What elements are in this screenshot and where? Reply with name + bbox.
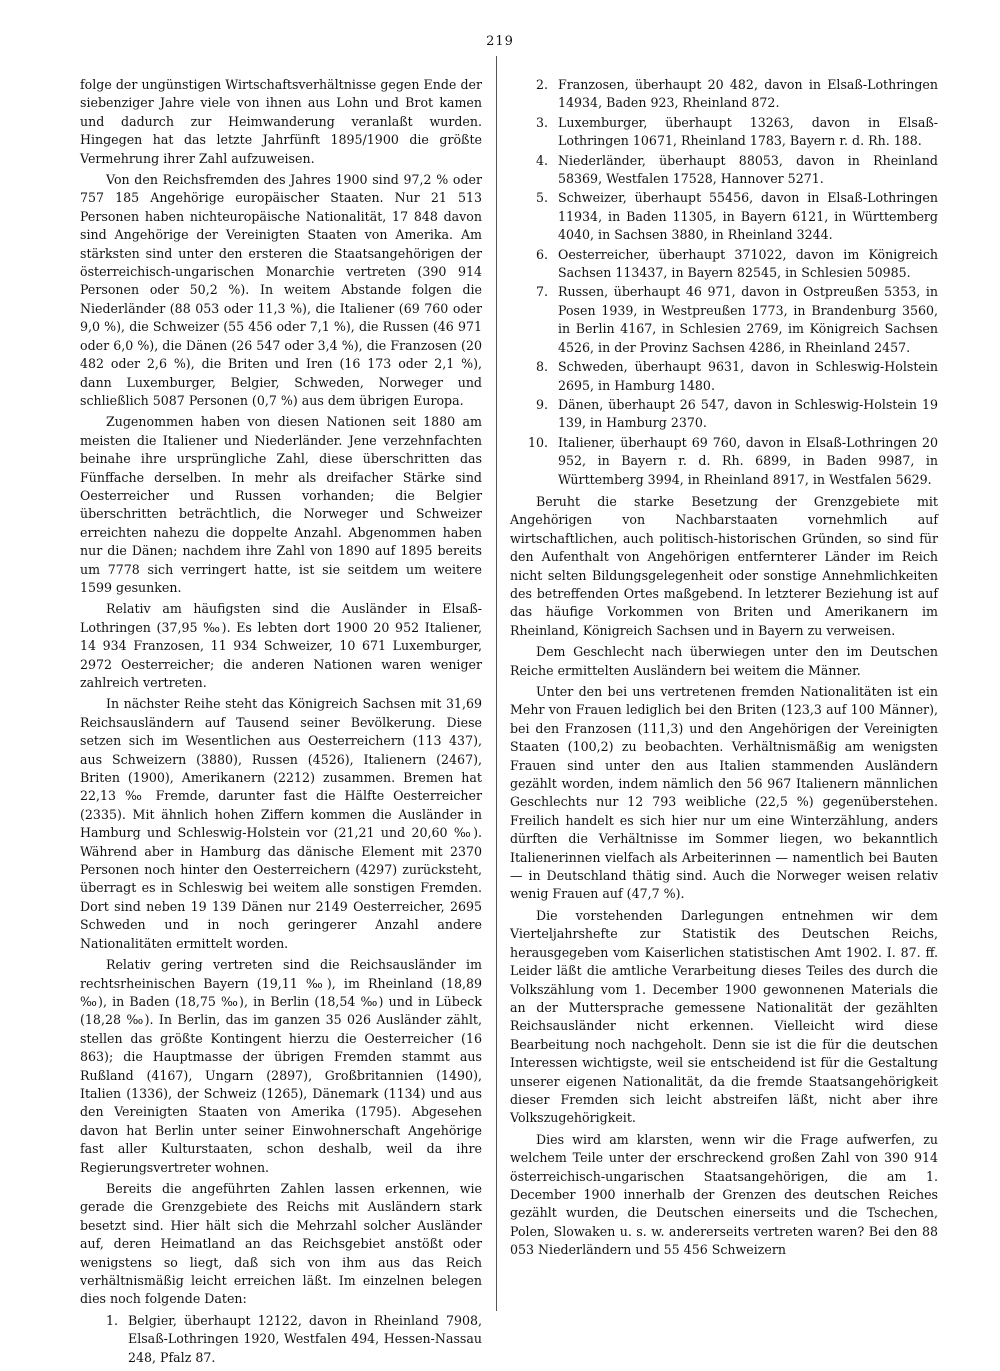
list-item [510, 434, 938, 489]
paragraph: Dem Geschlecht nach überwiegen unter den im Deutschen Reiche ermittelten Ausländern bei weitem die Männer. [510, 644, 938, 678]
list-item-number: 9. [535, 396, 548, 412]
list-item-number: 5. [535, 190, 548, 206]
list-item-number: 7. [535, 284, 548, 300]
paragraph: folge der ungünstigen Wirtschaftsverhältnisse gegen Ende der siebenziger Jahre viele von ihnen aus Lohn und Brot kamen und dadurch zur Heimwanderung veranlaßt wurden. Hingegen hat das letzte Jahrfünft 1895/1900 die größte Vermehrung ihrer Zahl aufzuweisen. [80, 77, 482, 166]
paragraph: Zugenommen haben von diesen Nationen seit 1880 am meisten die Italiener und Niederländer. Jene verzehnfachten beinahe ihre ursprüngliche Zahl, diese überschritten das Fünffache derselben. In mehr als dreifacher Stärke sind Oesterreicher und Russen vorhanden; die Belgier überschritten beträchtlich, die Norweger und Schweizer erreichten nahezu die doppelte Anzahl. Abgenommen haben nur die Dänen; nachdem ihre Zahl von 1890 auf 1895 bereits um 7778 sich verringert hatte, ist sie seitdem um weitere 1599 gesunken. [80, 414, 482, 595]
list-item-text: Luxemburger, überhaupt 13263, davon in Elsaß-Lothringen 10671, Rheinland 1783, Bayern r. d. Rh. 188. [558, 114, 938, 149]
list-item-number: 8. [535, 359, 548, 375]
list-item-text: Dänen, überhaupt 26 547, davon in Schleswig-Holstein 19 139, in Hamburg 2370. [558, 396, 938, 431]
list-item [510, 114, 938, 151]
list-item [510, 189, 938, 244]
paragraph: Relativ gering vertreten sind die Reichsausländer im rechtsrheinischen Bayern (19,11 ‰), im Rheinland (18,89 ‰), in Baden (18,75 ‰), in Berlin (18,54 ‰) und in Lübeck (18,28 ‰). In Berlin, das im ganzen 35 026 Ausländer zählt, stellen das größte Kontingent hierzu die Oesterreicher (16 863); die Hauptmasse der übrigen Fremden stammt aus Rußland (4167), Ungarn (2897), Großbritannien (1490), Italien (1336), der Schweiz (1265), Dänemark (1134) und aus den Vereinigten Staaten von Amerika (1795). Abgesehen davon hat Berlin unter seiner Einwohnerschaft Angehörige fast aller Kulturstaaten, schon deshalb, weil da ihre Regierungsvertreter wohnen. [80, 957, 482, 1175]
paragraph: Von den Reichsfremden des Jahres 1900 sind 97,2 % oder 757 185 Angehörige europäischer Staaten. Nur 21 513 Personen haben nichteuropäische Nationalität, 17 848 davon sind Angehörige der Vereinigten Staaten von Amerika. Am stärksten sind unter den ersteren die Staatsangehörigen der österreichisch-ungarischen Monarchie vertreten (390 914 Personen oder 50,2 %). In weitem Abstande folgen die Niederländer (88 053 oder 11,3 %), die Italiener (69 760 oder 9,0 %), die Schweizer (55 456 oder 7,1 %), die Russen (46 971 oder 6,0 %), die Dänen (26 547 oder 3,4 %), die Franzosen (20 482 oder 2,6 %), die Briten und Iren (16 173 oder 2,1 %), dann Luxemburger, Belgier, Schweden, Norweger und schließlich 5087 Personen (0,7 %) aus dem übrigen Europa. [80, 172, 482, 408]
column-divider [496, 56, 497, 1311]
list-item-text: Niederländer, überhaupt 88053, davon in Rheinland 58369, Westfalen 17528, Hannover 5271. [558, 152, 938, 187]
list-item [510, 396, 938, 433]
list-item-number: 1. [105, 1312, 118, 1328]
paragraph: Bereits die angeführten Zahlen lassen erkennen, wie gerade die Grenzgebiete des Reichs mit Ausländern stark besetzt sind. Hier hält sich die Mehrzahl solcher Ausländer auf, deren Heimatland an das Reichsgebiet anstößt oder wenigstens so liegt, daß sich von ihm aus das Reich verhältnismäßig leicht erreichen läßt. Im einzelnen belegen dies noch folgende Daten: [80, 1180, 482, 1307]
list-item-text: Franzosen, überhaupt 20 482, davon in Elsaß-Lothringen 14934, Baden 923, Rheinland 872. [558, 77, 938, 111]
paragraph: In nächster Reihe steht das Königreich Sachsen mit 31,69 Reichsausländern auf Tausend seiner Bevölkerung. Diese setzen sich im Wesentlichen aus Oesterreichern (113 437), aus Schweizern (3880), Russen (4526), Italienern (2467), Briten (1900), Amerikanern (2212) zusammen. Bremen hat 22,13 ‰ Fremde, darunter fast die Hälfte Oesterreicher (2335). Mit ähnlich hohen Ziffern kommen die Ausländer in Hamburg und Schleswig-Holstein vor (21,21 und 20,60 ‰). Während aber in Hamburg das dänische Element mit 2370 Personen noch hinter den Oesterreichern (4297) zurücksteht, überragt es in Schleswig bei weitem alle sonstigen Fremden. Dort sind neben 19 139 Dänen nur 2149 Oesterreicher, 2695 Schweden und in noch geringerer Anzahl andere Nationalitäten ermittelt worden. [80, 696, 482, 951]
list-item-number: 6. [535, 246, 548, 262]
list-item-text: Russen, überhaupt 46 971, davon in Ostpreußen 5353, in Posen 1939, in Westpreußen 1773, in Brandenburg 3560, in Berlin 4167, in Schlesien 2769, im Königreich Sachsen 4526, in der Provinz Sachsen 4286, in Rheinland 2457. [558, 284, 938, 355]
list-item-text: Belgier, überhaupt 12122, davon in Rheinland 7908, Elsaß-Lothringen 1920, Westfalen 494, Hessen-Nassau 248, Pfalz 87. [128, 1312, 482, 1365]
page-number: 219 [486, 34, 514, 49]
right-column [510, 76, 938, 1263]
paragraph: Relativ am häufigsten sind die Ausländer in Elsaß-Lothringen (37,95 ‰). Es lebten dort 1900 20 952 Italiener, 14 934 Franzosen, 11 934 Schweizer, 10 671 Luxemburger, 2972 Oesterreicher; die anderen Nationen waren weniger zahlreich vertreten. [80, 601, 482, 690]
list-item-number: 2. [535, 77, 548, 92]
list-item [510, 76, 938, 113]
list-item-text: Oesterreicher, überhaupt 371022, davon im Königreich Sachsen 113437, in Bayern 82545, in Schlesien 50985. [558, 246, 938, 281]
paragraph: Dies wird am klarsten, wenn wir die Frage aufwerfen, zu welchem Teile unter der erschreckend großen Zahl von 390 914 österreichisch-ungarischen Staatsangehörigen, die am 1. December 1900 innerhalb der Grenzen des deutschen Reiches gezählt wurden, die Deutschen einerseits und die Tschechen, Polen, Slowaken u. s. w. andererseits vertreten waren? Bei den 88 053 Niederländern und 55 456 Schweizern [510, 1131, 938, 1258]
list-item [80, 1312, 482, 1367]
paragraph: Die vorstehenden Darlegungen entnehmen wir dem Vierteljahrshefte zur Statistik des Deutschen Reichs, herausgegeben vom Kaiserlichen statistischen Amt 1902. I. 87. ff. Leider läßt die amtliche Verarbeitung dieses Teiles des durch die Volkszählung vom 1. December 1900 gewonnenen Materials die an der Muttersprache gemessene Nationalität der gezählten Reichsausländer nicht erkennen. Vielleicht wird diese Bearbeitung noch nachgeholt. Denn sie ist die für die deutschen Interessen wichtigste, weil sie entscheidend ist für die Gestaltung unserer eigenen Nationalität, da die fremde Staatsangehörigkeit dieser Fremden sich leicht abstreifen läßt, nicht aber ihre Volkszugehörigkeit. [510, 907, 938, 1126]
nationality-list [510, 76, 938, 489]
list-item-number: 4. [535, 152, 548, 168]
paragraph: Beruht die starke Besetzung der Grenzgebiete mit Angehörigen von Nachbarstaaten vornehmlich auf wirtschaftlichen, auch politisch-historischen Gründen, so sind für den Aufenthalt von Angehörigen entfernterer Länder im Reich nicht selten Bildungsgelegenheit oder sonstige Annehmlichkeiten des betreffenden Ortes maßgebend. In letzterer Beziehung ist auf das häufige Vorkommen von Briten und Amerikanern im Rheinland, Königreich Sachsen und in Bayern zu verweisen. [510, 493, 938, 638]
list-item [510, 152, 938, 189]
list-item-number: 3. [535, 114, 548, 130]
list-item-text: Schweden, überhaupt 9631, davon in Schleswig-Holstein 2695, in Hamburg 1480. [558, 359, 938, 393]
list-item-text: Schweizer, überhaupt 55456, davon in Elsaß-Lothringen 11934, in Baden 11305, in Bayern 6121, in Württemberg 4040, in Sachsen 3880, in Rheinland 3244. [558, 190, 938, 243]
list-item-number: 10. [527, 434, 548, 450]
left-column [80, 76, 482, 1371]
list-item [510, 246, 938, 283]
list-item [510, 358, 938, 395]
list-item [510, 283, 938, 357]
paragraph: Unter den bei uns vertretenen fremden Nationalitäten ist ein Mehr von Frauen lediglich bei den Briten (123,3 auf 100 Männer), bei den Franzosen (111,3) und den Angehörigen der Vereinigten Staaten (100,2) zu beobachten. Verhältnismäßig am wenigsten Frauen sind unter den aus Italien stammenden Ausländern gezählt worden, indem nämlich den 56 967 Italienern männlichen Geschlechts nur 12 793 weibliche (22,5 %) gegenüberstehen. Freilich handelt es sich hier nur um eine Winterzählung, anders dürften die Verhältnisse im Sommer liegen, wo bekanntlich Italienerinnen vielfach als Arbeiterinnen — namentlich bei Bauten — in Deutschland thätig sind. Auch die Norweger weisen relativ wenig Frauen auf (47,7 %). [510, 684, 938, 902]
nationality-list [80, 1312, 482, 1367]
list-item-text: Italiener, überhaupt 69 760, davon in Elsaß-Lothringen 20 952, in Bayern r. d. Rh. 6899, in Baden 9987, in Württemberg 3994, in Rheinland 8917, in Westfalen 5629. [558, 434, 938, 487]
